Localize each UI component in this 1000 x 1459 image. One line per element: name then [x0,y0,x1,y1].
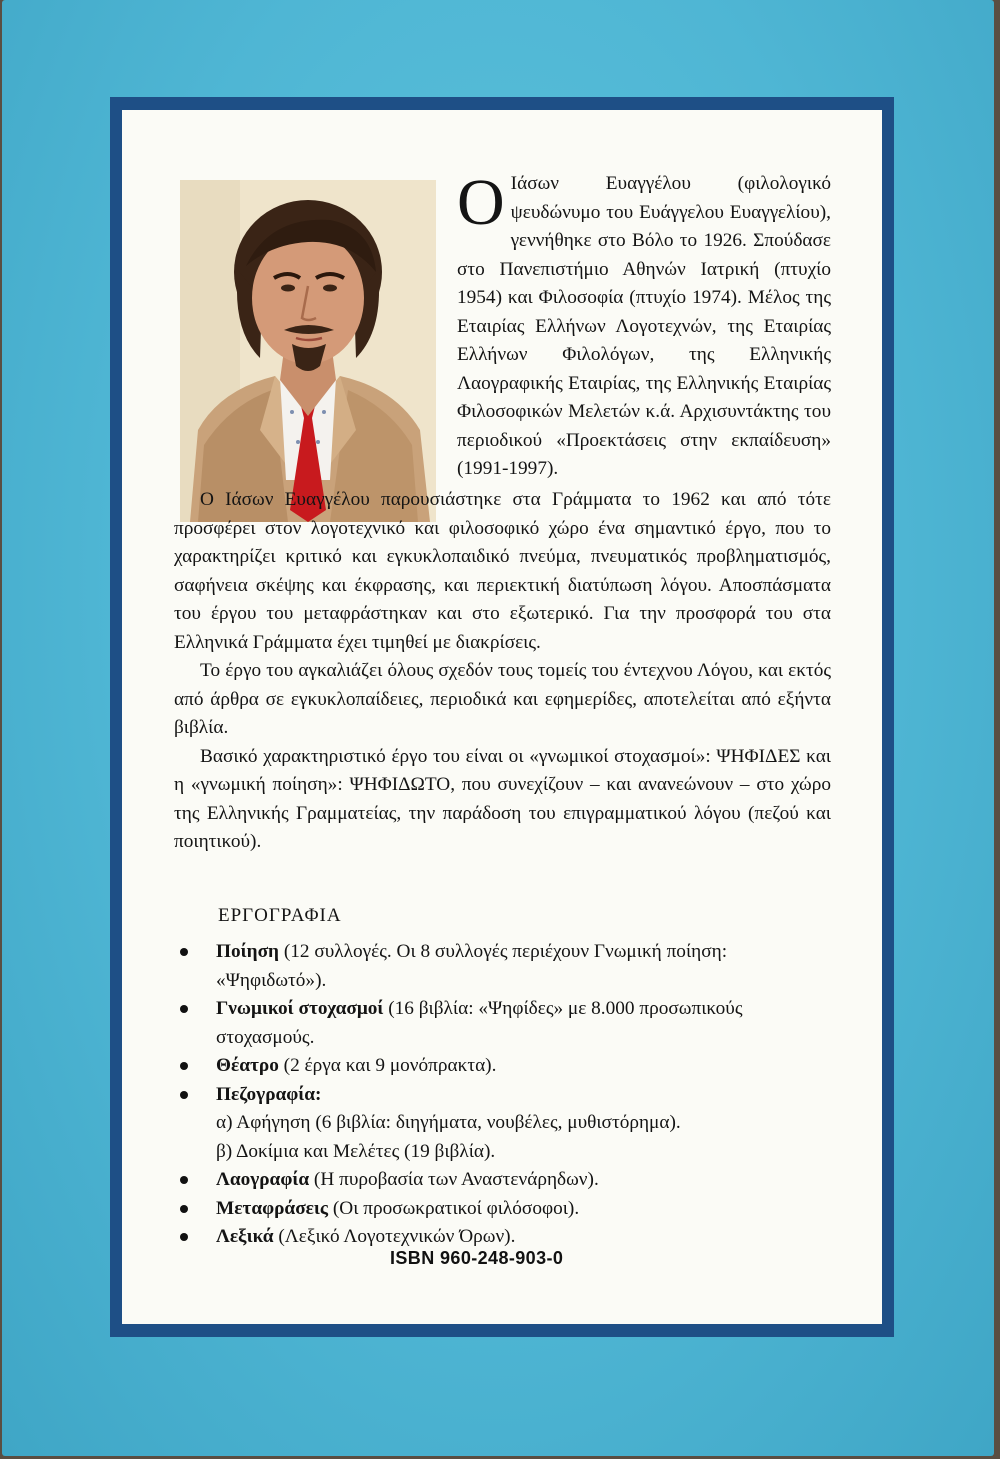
bullet-icon [180,1205,188,1213]
works-item [174,1052,831,1081]
paragraph-1: Ο Ιάσων Ευαγγέλου παρουσιάστηκε στα Γράμματα το 1962 και από τότε προσφέρει στον λογοτεχνικό και φιλοσοφικό χώρο ένα σημαντικό έργο, που το χαρακτηρίζει κριτικό και εγκυκλοπαιδικό πνεύμα, πνευματικός προβληματισμός, σαφήνεια σκέψης και έκφρασης, και περιεκτική διατύπωση λόγου. Αποσπάσματα του έργου του μεταφράστηκαν και στο εξωτερικό. Για την προσφορά του στα Ελληνικά Γράμματα έχει τιμηθεί με διακρίσεις. [174,489,831,653]
works-term: Λεξικά [216,1226,274,1247]
works-desc: (16 βιβλία: «Ψηφίδες» με 8.000 προσωπικούς στοχασμούς. [216,998,743,1048]
works-list [174,938,831,1252]
works-item [174,938,831,995]
works-desc: (2 έργα και 9 μονόπρακτα). [278,1055,497,1076]
works-heading: ΕΡΓΟΓΡΑΦΙΑ [218,905,342,926]
works-item [174,995,831,1052]
works-term: Πεζογραφία: [216,1083,322,1105]
works-term: Θέατρο [216,1055,279,1076]
works-desc: (Λεξικό Λογοτεχνικών Όρων). [273,1226,516,1247]
works-subitem: α) Αφήγηση (6 βιβλία: διηγήματα, νουβέλες, μυθιστόρημα). [216,1112,681,1133]
author-bio [457,166,831,484]
bullet-icon [180,1233,188,1241]
book-back-cover [2,0,994,1456]
works-desc: (12 συλλογές. Οι 8 συλλογές περιέχουν Γνωμική ποίηση: «Ψηφιδωτό»). [216,941,728,991]
paragraph-3: Βασικό χαρακτηριστικό έργο του είναι οι «γνωμικοί στοχασμοί»: ΨΗΦΙΔΕΣ και η «γνωμική ποίηση»: ΨΗΦΙΔΩΤΟ, που συνεχίζουν – και ανανεώνουν – στο χώρο της Ελληνικής Γραμματείας, την παράδοση του επιγραμματικού λόγου (πεζού και ποιητικού). [174,745,831,852]
works-item [174,1081,831,1167]
bullet-icon [180,1062,188,1070]
isbn-number: ISBN 960-248-903-0 [390,1248,564,1268]
works-item [174,1166,831,1195]
bullet-icon [180,1005,188,1013]
paragraph-2: Το έργο του αγκαλιάζει όλους σχεδόν τους τομείς του έντεχνου Λόγου, και εκτός από άρθρα σε εγκυκλοπαίδειες, περιοδικά και εφημερίδες, αποτελείται από εξήντα βιβλία. [174,660,831,738]
bullet-icon [180,948,188,956]
bullet-icon [180,1176,188,1184]
works-subitem: β) Δοκίμια και Μελέτες (19 βιβλία). [216,1140,496,1162]
body-paragraphs [174,486,831,857]
bio-text: Ιάσων Ευαγγέλου (φιλολογικό ψευδώνυμο του Ευάγγελου Ευαγγελίου), γεννήθηκε στο Βόλο το 1926. Σπούδασε στο Πανεπιστήμιο Αθηνών Ιατρική (πτυχίο 1954) και Φιλοσοφία (πτυχίο 1974). Μέλος της Εταιρίας Ελλήνων Λογοτεχνών, της Εταιρίας Ελλήνων Φιλολόγων, της Ελληνικής Λαογραφικής Εταιρίας, της Ελληνικής Εταιρίας Φιλοσοφικών Μελετών κ.ά. Αρχισυντάκτης του περιοδικού «Προεκτάσεις στην εκπαίδευση» (1991-1997). [457,173,831,479]
text-panel [120,108,884,1326]
cover-text [122,110,886,1328]
works-desc: (Οι προσωκρατικοί φιλόσοφοι). [328,1197,580,1219]
drop-cap: Ο [457,166,505,239]
works-term: Μεταφράσεις [216,1197,329,1219]
works-term: Λαογραφία [216,1169,310,1190]
bullet-icon [180,1091,188,1099]
works-term: Ποίηση [216,941,280,962]
works-term: Γνωμικοί στοχασμοί [216,998,384,1019]
works-desc: (Η πυροβασία των Αναστενάρηδων). [309,1169,599,1190]
works-item [174,1195,831,1224]
